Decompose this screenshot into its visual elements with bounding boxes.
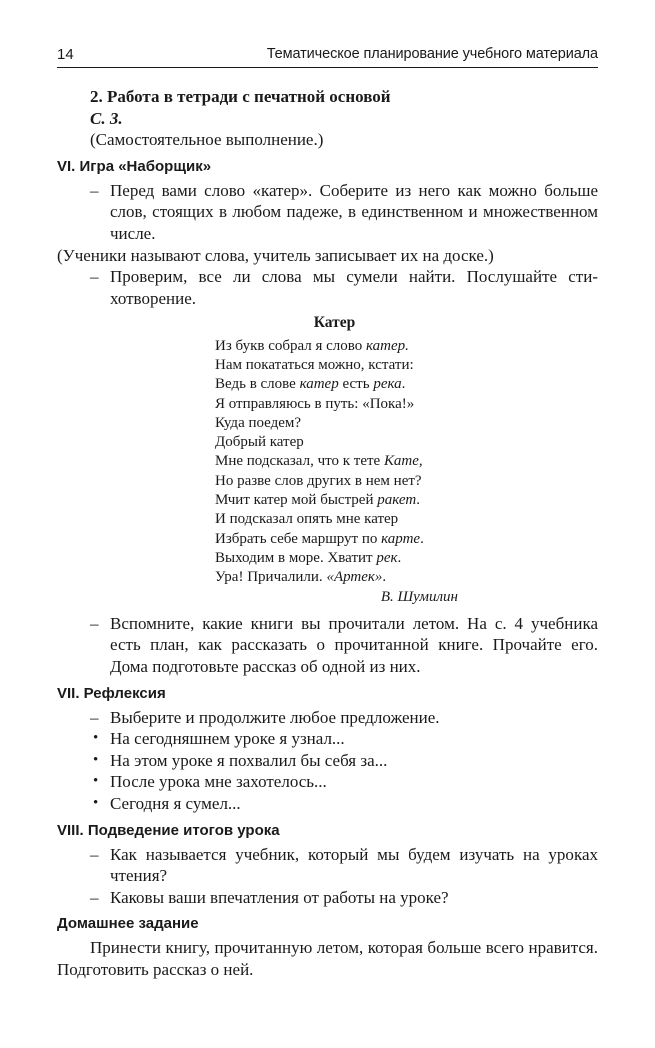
poem-line: И подсказал опять мне катер (215, 511, 399, 528)
work-title: 2. Работа в тетради с печатной основой (90, 87, 391, 106)
header-rule (57, 67, 598, 68)
reflection-item: • На сегодняшнем уроке я узнал... (93, 729, 345, 749)
reflection-item: • На этом уроке я похвалил бы себя за... (93, 750, 388, 770)
text-line: и множественном числе. (110, 202, 598, 243)
dash-marker: – (90, 844, 99, 864)
game-instruction (57, 180, 598, 245)
bullet-marker: • (93, 794, 99, 811)
poem-title: Катер (313, 314, 356, 332)
poem-line: Куда поедем? (215, 414, 302, 431)
homework-heading: Домашнее задание (57, 915, 199, 933)
bullet-marker: • (93, 751, 99, 768)
game-check (57, 266, 598, 309)
poem-line: Мчит катер мой быстрей ракет. (215, 492, 420, 509)
bullet-marker: • (93, 773, 99, 790)
poem-line: Я отправляюсь в путь: «Пока!» (215, 395, 415, 412)
text-line: чайте его. Дома подготовьте рассказ об одной из них. (110, 635, 599, 676)
poem-line: Но разве слов других в нем нет? (215, 472, 422, 489)
dash-marker: – (90, 887, 99, 907)
reflection-intro (57, 707, 598, 729)
text-line: Вспомните, какие книги вы прочитали летом. На с. 4 учеб (110, 613, 565, 633)
poem-line: Нам покататься можно, кстати: (215, 356, 414, 373)
summary-heading: VIII. Подведение итогов урока (57, 821, 280, 839)
bullet-marker: • (93, 730, 99, 747)
page-body (57, 86, 598, 981)
summary-question (57, 844, 598, 887)
poem-line: Ведь в слове катер есть река. (215, 376, 406, 393)
work-page-ref: С. 3. (90, 108, 123, 128)
work-note: (Самостоятельное выполнение.) (90, 130, 324, 150)
running-title: Тематическое планирование учебного материала (266, 46, 598, 62)
text-line: Выберите и продолжите любое предложение. (110, 707, 440, 727)
dash-marker: – (90, 707, 99, 727)
text-line: больше слов, стоящих в любом падеже, в единственном (110, 180, 598, 222)
books-instruction (57, 613, 598, 678)
game-note: (Ученики называют слова, учитель записывает их на доске.) (57, 245, 494, 265)
poem-author: В. Шумилин (380, 588, 458, 605)
dash-marker: – (90, 613, 99, 633)
text-line: Каковы ваши впечатления от работы на уроке? (110, 887, 449, 907)
poem-line: Ура! Причалили. «Артек». (215, 569, 387, 586)
poem-line: Выходим в море. Хватит рек. (215, 549, 402, 566)
poem (57, 313, 598, 606)
dash-marker: – (90, 180, 99, 200)
text-line: Перед вами слово «катер». Соберите из него как можно (110, 180, 545, 200)
poem-line: Из букв собрал я слово катер. (215, 337, 409, 354)
reflection-item: • Сегодня я сумел... (93, 793, 241, 813)
reflection-item: • После урока мне захотелось... (93, 772, 327, 792)
poem-line: Добрый катер (215, 434, 304, 451)
dash-marker: – (90, 267, 99, 287)
text-line: ника есть план, как рассказать о прочитанной книге. Про (110, 613, 598, 655)
summary-question (57, 887, 598, 909)
poem-line: Избрать себе маршрут по карте. (215, 530, 424, 547)
game-heading: VI. Игра «Наборщик» (57, 157, 212, 175)
text-line: Проверим, все ли слова мы сумели найти. Послушайте сти (110, 267, 598, 287)
running-header (57, 46, 598, 66)
poem-line: Мне подсказал, что к тете Кате, (215, 453, 423, 470)
text-line: хотворение. (110, 288, 197, 308)
reflection-heading: VII. Рефлексия (57, 684, 166, 702)
page-number: 14 (57, 46, 74, 63)
homework-text: Принести книгу, прочитанную летом, которая больше всего нравится. Подготовить рассказ о ней. (57, 938, 598, 979)
text-line: ках чтения? (110, 844, 598, 886)
text-line: Как называется учебник, который мы будем изучать на уро (110, 844, 574, 864)
